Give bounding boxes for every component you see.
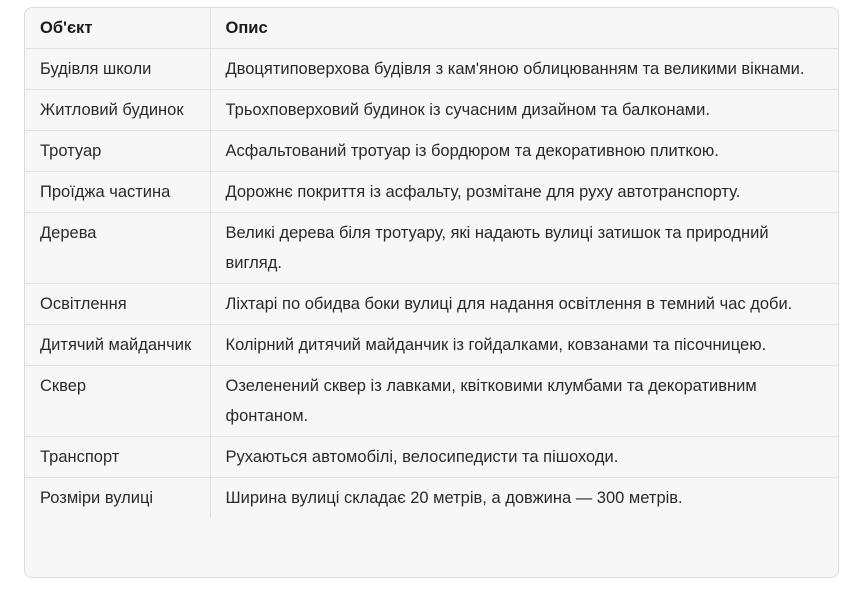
cell-object: Освітлення [25, 284, 210, 325]
cell-description: Ширина вулиці складає 20 метрів, а довжина — 300 метрів. [225, 489, 683, 507]
objects-table-container [24, 7, 839, 578]
table-row [25, 172, 838, 213]
cell-description: Озеленений сквер із лавками, квітковими клумбами та декоративним фонтаном. [210, 366, 838, 437]
cell-object: Дитячий майданчик [25, 325, 210, 366]
objects-table [25, 8, 838, 518]
cell-description: Ліхтарі по обидва боки вулиці для надання освітлення в темний час доби. [210, 284, 838, 325]
cell-object: Тротуар [25, 131, 210, 172]
cell-object: Сквер [25, 366, 210, 437]
table-row [25, 213, 838, 284]
cell-object: Житловий будинок [25, 90, 210, 131]
table-row [25, 478, 838, 519]
cell-object: Будівля школи [25, 49, 210, 90]
cell-description: Колірний дитячий майданчик із гойдалками, ковзанами та пісочницею. [210, 325, 838, 366]
cell-description: Асфальтований тротуар із бордюром та декоративною плиткою. [210, 131, 838, 172]
table-row [25, 90, 838, 131]
table-row [25, 437, 838, 478]
table-row [25, 49, 838, 90]
table-row [25, 284, 838, 325]
table-row [25, 131, 838, 172]
cell-object: Дерева [25, 213, 210, 284]
cell-object: Проїджа частина [25, 172, 210, 213]
cell-description: Двоцятиповерхова будівля з кам'яною облицюванням та великими вікнами. [210, 49, 838, 90]
table-header-row [25, 8, 838, 49]
table-row [25, 325, 838, 366]
cell-description: Рухаються автомобілі, велосипедисти та пішоходи. [210, 437, 838, 478]
cell-object: Розміри вулиці [25, 478, 210, 519]
cell-object: Транспорт [25, 437, 210, 478]
header-description: Опис [210, 8, 838, 49]
cell-description: Великі дерева біля тротуару, які надають вулиці затишок та природний вигляд. [210, 213, 838, 284]
cell-description: Трьохповерховий будинок із сучасним дизайном та балконами. [210, 90, 838, 131]
header-object: Об'єкт [25, 8, 210, 49]
table-row [25, 366, 838, 437]
cell-description: Дорожнє покриття із асфальту, розмітане для руху автотранспорту. [210, 172, 838, 213]
